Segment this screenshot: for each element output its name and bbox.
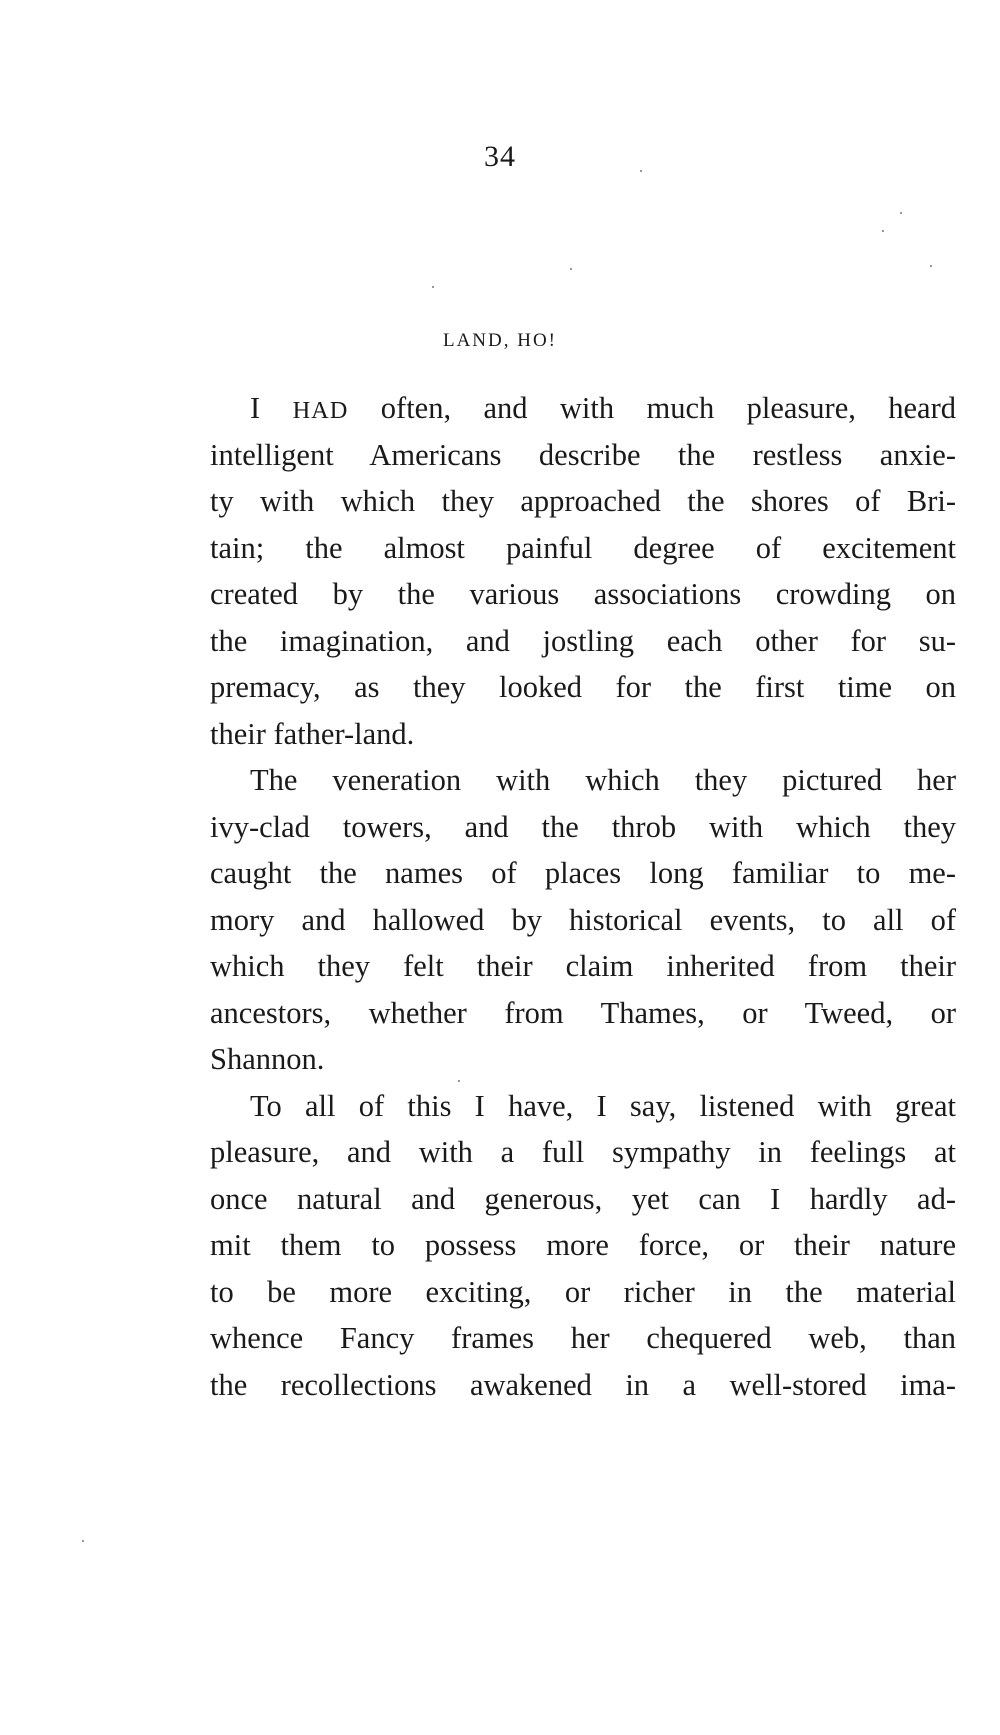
text-line: intelligent Americans describe the restless anxie-	[210, 437, 956, 472]
text-line: pleasure, and with a full sympathy in feelings at	[210, 1135, 956, 1169]
text-line: ty with which they approached the shores of Bri-	[210, 484, 956, 518]
paragraph-1	[210, 385, 956, 757]
text-line: whence Fancy frames her chequered web, than	[210, 1321, 956, 1355]
text-line: ancestors, whether from Thames, or Tweed, or	[210, 995, 956, 1030]
body-text	[210, 385, 956, 1408]
paper-speck	[930, 265, 932, 267]
page-number: 34	[484, 140, 516, 173]
paper-speck	[570, 268, 572, 270]
text-line: the recollections awakened in a well-stored ima-	[210, 1367, 956, 1402]
text-line: caught the names of places long familiar to me-	[210, 856, 956, 890]
text-line: mit them to possess more force, or their nature	[210, 1228, 956, 1262]
text-line: The veneration with which they pictured her	[250, 763, 956, 797]
text-line: ivy-clad towers, and the throb with which they	[210, 809, 956, 844]
text-line: To all of this I have, I say, listened with great	[250, 1088, 956, 1123]
paper-speck	[82, 1540, 84, 1542]
paper-speck	[432, 286, 434, 288]
text-line: once natural and generous, yet can I hardly ad-	[210, 1181, 956, 1216]
text-line: the imagination, and jostling each other for su-	[210, 623, 956, 658]
text-line	[210, 385, 956, 432]
paragraph-3	[210, 1083, 956, 1409]
text-line: their father-land.	[210, 716, 415, 751]
paper-speck	[458, 1080, 460, 1082]
text-line: to be more exciting, or richer in the material	[210, 1274, 956, 1309]
text-line: tain; the almost painful degree of excitement	[210, 530, 956, 565]
paper-speck	[900, 212, 902, 214]
text-line: created by the various associations crowding on	[210, 577, 956, 611]
text-line: premacy, as they looked for the first time on	[210, 670, 956, 704]
opening-caps: HAD	[292, 397, 349, 424]
paper-speck	[882, 230, 884, 232]
text-line: which they felt their claim inherited from their	[210, 949, 956, 983]
text-line: mory and hallowed by historical events, to all of	[210, 902, 956, 937]
opening-word: I	[250, 391, 261, 425]
first-line-rest: often, and with much pleasure, heard	[348, 391, 956, 425]
text-line: Shannon.	[210, 1042, 325, 1076]
chapter-title: LAND, HO!	[442, 330, 558, 351]
paragraph-2	[210, 757, 956, 1083]
paper-speck	[640, 170, 642, 172]
